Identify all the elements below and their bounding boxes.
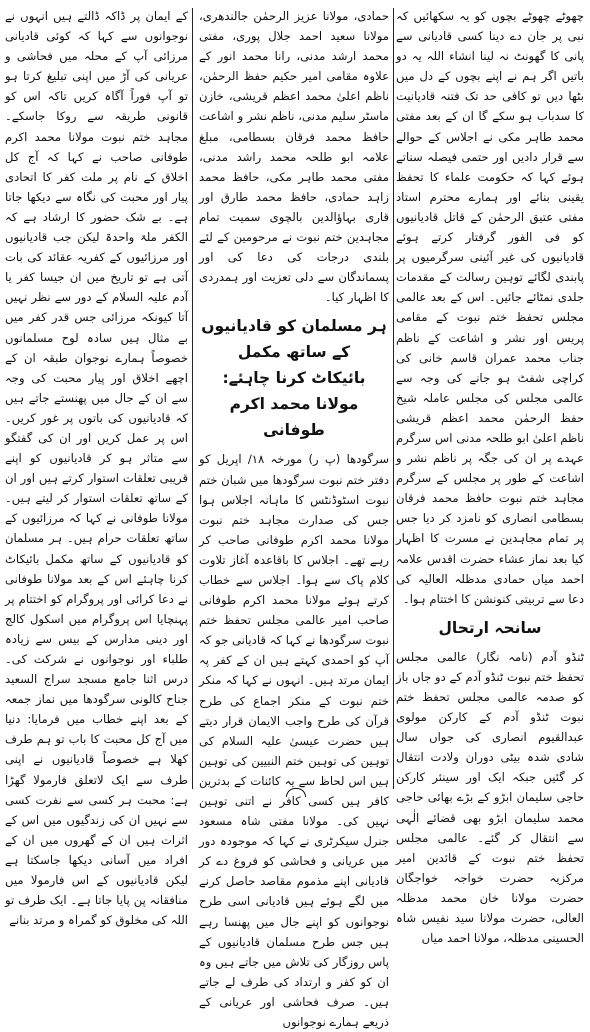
headline-box: [396, 615, 584, 641]
article-text: سرگودھا (پ ر) مورخہ ۱۸/ اپریل کو دفتر ختم نبوت سرگودھا میں شبان ختم نبوت اسٹوڈنٹس کا ماہانہ اجلاس ہوا جس کی صدارت مجاہد ختم نبوت مولانا محمد اکرم طوفانی صاحب کر رہے تھے۔ اجلاس کا باقاعدہ آغاز تلاوت کلام پاک سے ہوا۔ اجلاس سے خطاب کرتے ہوئے مولانا محمد اکرم طوفانی صاحب امیر عالمی مجلس تحفظ ختم نبوت سرگودھا نے کہا کہ قادیانی جو کہ آپ کو احمدی کہتے ہیں ان کے کفر پہ ایمان مرتد ہیں۔ انہوں نے کہا کہ منکر ختم نبوت کے منکر اجماع کی طرح قرآن کی طرح واجب الایمان قرار دیتے ہیں حضرت عیسیٰ علیہ السلام کی توہین کی توہین ختم النبیین کی توہین ہیں اس لحاظ سے یہ کائنات کے بدترین کافر ہیں کسی کافر نے اتنی توہین نہیں کی۔ مولانا مفتی شاہ مسعود جنرل سیکرٹری نے کہا کہ موجودہ دور میں عریانی و فحاشی کو فروغ دے کر قادیانی اپنے مذموم مقاصد حاصل کرنے میں لگے ہوئے ہیں قادیانی اسی طرح نوجوانوں کو اپنے جال میں پھنسا رہے ہیں جس طرح مسلمان قادیانیوں کے پاس روزگار کی تلاش میں جاتے ہیں وہ ان کو کفر و ارتداد کی طرف لے جاتے ہیں۔ صرف فحاشی اور عریانی کے ذریعے ہمارے نوجوانوں: [199, 452, 389, 1030]
middle-column: [199, 6, 389, 1030]
headline-line-2: بائیکاٹ کرنا چاہئے: مولانا محمد اکرم طوفانی: [222, 369, 366, 440]
article-text: چھوٹے چھوٹے بچوں کو یہ سکھائیں کہ نبی پر جان دے دینا کسی قادیانی سے پانی کا گھونٹ نہ لینا انشاء اللہ یہ دو باتیں اگر ہم نے اپنے بچوں کے دل میں بٹھا دیں تو کافی حد تک فتنہ قادیانیت کا سدباب ہو سکے گا ان کے بعد مفتی محمد طاہر مکی نے اجلاس کے حوالے سے قرار دادیں اور حتمی فیصلہ سناتے ہوئے کہا کہ حکومت علماء کا تحفظ یقینی بنائے اور ہمارے محترم استاد مفتی عتیق الرحمٰن کے قاتل قادیانیوں کو فی الفور گرفتار کرتے ہوئے قادیانیوں کی غیر آئینی سرگرمیوں پر پابندی لگائے توہین رسالت کے مقدمات جلدی نمٹائے جائیں۔ اس کے بعد عالمی مجلس تحفظ ختم نبوت کے مقامی پریس اور نشر و اشاعت کے ناظم جناب محمد عمران قاسم خانی کی کراچی شفٹ ہو جانے کی وجہ سے عالمی مجلس کی مجلس عاملہ شیخ حفظ الرحمٰن محمد اعظم قریشی ناظم اعلیٰ ابو طلحہ مدنی اس سرگرم عہدے پر ان کی جگہ پر ناظم نشر و اشاعت کے طور پر مجلس کے سرگرم مجاہد ختم نبوت حافظ محمد فرقان بسطامی انصاری کو نامزد کر دیا جس پر تمام مجاہدین نے مسرت کا اظہار کیا بعد نماز عشاء حضرت اقدس علامہ احمد میاں حمادی مدظلہ العالیہ کی دعا سے تربیتی کنونشن کا اختتام ہوا۔: [396, 9, 584, 606]
page-ornament: [286, 788, 306, 797]
headline-line-1: ہر مسلمان کو قادیانیوں کے ساتھ مکمل: [201, 317, 387, 362]
article-text: ٹنڈو آدم (نامہ نگار) عالمی مجلس تحفظ ختم نبوت ٹنڈو آدم کے دو جاں باز کو صدمہ عالمی مجلس تحفظ ختم نبوت ٹنڈو آدم کے کارکن مولوی عبدالقیوم انصاری کی جواں سال شادی شدہ بیٹی دوران ولادت انتقال کر گئیں جبکہ ایک اور سینئر کارکن حاجی سلیمان ابڑو کے بڑے بھائی حاجی محمد سلیمان ابڑو بھی قضائے الٰہی سے انتقال کر گئے۔ عالمی مجلس تحفظ ختم نبوت کے قائدین امیر مرکزیہ حضرت خواجہ خواجگان حضرت مولانا خان محمد مدظلہ العالی، حضرت مولانا سید نفیس شاہ الحسینی مدظلہ، مولانا احمد میاں: [396, 649, 584, 946]
column-divider: [192, 8, 193, 789]
headline: سانحہ ارتحال: [438, 618, 542, 637]
article-text: کے ایمان پر ڈاکہ ڈالتے ہیں انہوں نے نوجوانوں سے کہا کہ کوئی قادیانی مرزائی آپ کے محلہ میں فحاشی و عریانی کی آڑ میں اپنی تبلیغ کرتا ہو تو آپ فوراً آگاہ کریں تاکہ اس کو قانونی طریقہ سے روکا جاسکے۔ مجاہد ختم نبوت مولانا محمد اکرم طوفانی صاحب نے کہا کہ آج کل اخلاق کے نام پر ملت کفر کا اتحادی پیار اور محبت کی نگاہ سے دیکھا جاتا ہے۔ بے شک حضور کا ارشاد ہے کہ الکفر ملۃ واحدۃ لیکن جب قادیانیوں اور مرزائیوں کے کفریہ عقائد کی بات آتی ہے تو تاریخ میں ان جیسا کفر یا آدم علیہ السلام کے دور سے نظر نہیں آتا کیونکہ مرزائی جس قدر کفر میں بے مثال ہیں سادہ لوح مسلمانوں خصوصاً ہمارے نوجوان طبقہ ان کے اچھے اخلاق اور پیار محبت کی وجہ سے ان کے جال میں پھنستے جاتے ہیں کہ قادیانیوں کی باتوں پر غور کریں۔ اس پر عمل کریں اور ان کی گفتگو سے متاثر ہو کر قادیانیوں کو اپنے قریبی تعلقات استوار کرتے ہیں اور ان کے ساتھ تعلقات استوار کر لیتے ہیں۔ مولانا طوفانی نے کہا کہ مرزائیوں کے ساتھ تعلقات حرام ہیں۔ ہر مسلمان کو قادیانیوں کے ساتھ مکمل بائیکاٹ کرنا چاہئے اس کے بعد مولانا طوفانی نے دعا کرائی اور پروگرام کو اختتام پر پہنچایا اس پروگرام میں اسکول کالج اور دینی مدارس کے بیس سے زیادہ طلباء اور نوجوانوں نے شرکت کی۔ درس اثنا جامع مسجد سراج السعید جناح کالونی سرگودھا میں نماز جمعہ کے بعد اپنے خطاب میں فرمایا: دنیا میں آج کل محبت کا باب تو ہم طرف کھلا ہے خصوصاً قادیانیوں نے اپنی طرف سے ایک لاتعلق فارمولا گھڑا ہے: محبت ہر کسی سے نفرت کسی سے نہیں ان کی زندگیوں میں اس کے اثرات ہیں ان کے گھروں میں ان کے افراد میں آسانی دیکھا جاسکتا ہے لیکن قادیانیوں کے اس فارمولا میں منافقانہ پن پایا جاتا ہے۔ ایک طرف تو اللہ کی مخلوق کو گمراہ و مرتد بنانے: [5, 9, 188, 928]
left-column: [5, 6, 188, 928]
article-text: حمادی، مولانا عزیز الرحمٰن جالندھری، مولانا سعید احمد جلال پوری، مفتی محمد ارشد مدنی، رانا محمد انور کے علاوہ مقامی امیر حکیم حفظ الرحمٰن، ناظم اعلیٰ محمد اعظم قریشی، خازن ماسٹر سلیم مدنی، ناظم نشر و اشاعت حافظ محمد فرقان بسطامی، مبلغ علامہ ابو طلحہ محمد راشد مدنی، مفتی محمد طاہر مکی، حافظ محمد زاہد حمادی، حافظ محمد طارق اور قاری بہاؤالدین بالچوی سمیت تمام مجاہدین ختم نبوت نے مرحومین کے لئے بلندی درجات کی دعا کی اور پسماندگان سے دلی تعزیت اور ہمدردی کا اظہار کیا۔: [199, 9, 389, 305]
column-divider: [393, 8, 394, 789]
right-column: [396, 6, 584, 946]
headline-box: [199, 313, 389, 443]
